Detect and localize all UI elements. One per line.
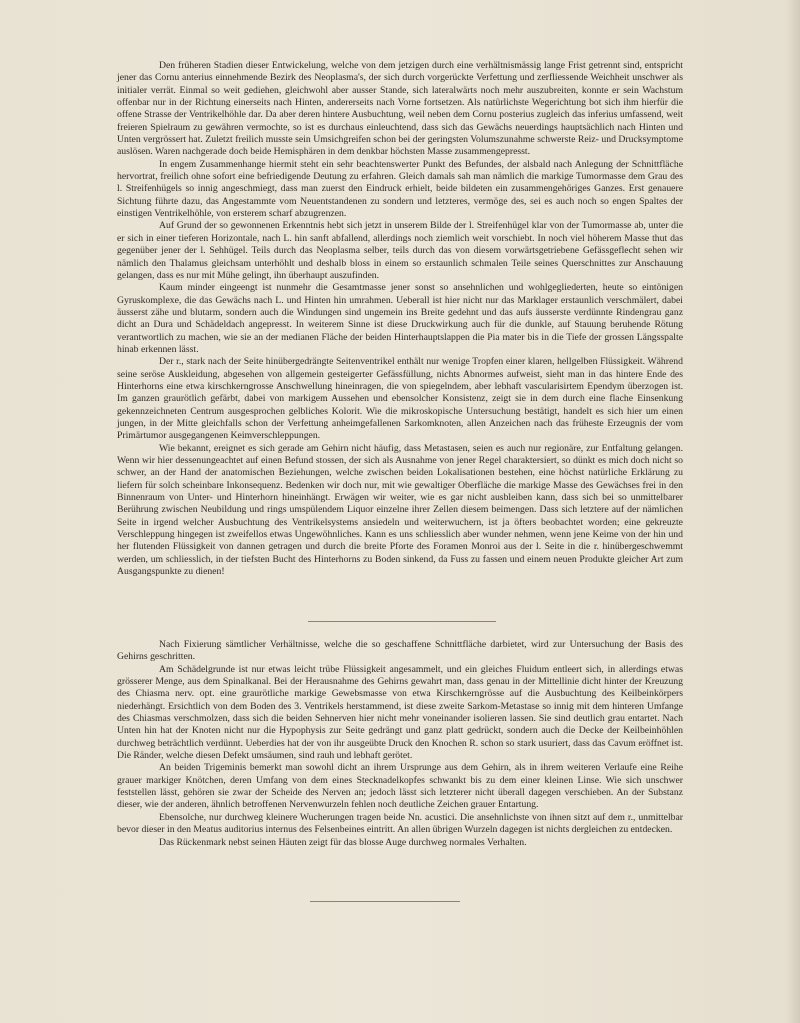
section-divider <box>308 621 496 622</box>
paragraph: Wie bekannt, ereignet es sich gerade am Gehirn nicht häufig, dass Metastasen, seien es auch nur regionäre, zur Entfaltung gelangen. Wenn wir hier dessenungeachtet auf einen Befund stossen, der sich als Ausnahme von jener Regel charaktersiert, so dünkt es mich doch nicht so schwer, an der Hand der anatomischen Beziehungen, welche zwischen beiden Lokalisationen bestehen, eine höchst natürliche Erklärung zu liefern für solch scheinbare Inkonsequenz. Bedenken wir doch nur, mit wie gewaltiger Oberfläche die markige Masse des Gewächses frei in den Binnenraum von Unter- und Hinterhorn hineinhängt. Erwägen wir weiter, wie es gar nicht ausbleiben kann, dass sich bei so unmittelbarer Berührung zwischen Neubildung und rings umspülendem Liquor einzelne ihrer Zellen diesem beimengen. Dass sich letztere auf der nämlichen Seite in irgend welcher Ausbuchtung des Ventrikelsystems ansiedeln und weiterwuchern, ist ja öfters beobachtet worden; eine gekreuzte Verschleppung hingegen ist zweifellos etwas Ungewöhnliches. Kann es uns schliesslich aber wunder nehmen, wenn jene Keime von der hin und her flutenden Flüssigkeit von dannen getragen und durch die breite Pforte des Foramen Monroi aus der l. Seite in die r. hinübergeschwemmt werden, um schliesslich, in der tiefsten Bucht des Hinterhorns zu Boden sinkend, da Fuss zu fassen und einem neuen Produkte gleicher Art zum Ausgangspunkte zu dienen! <box>117 442 683 578</box>
section-2-text <box>117 639 683 849</box>
paragraph: Der r., stark nach der Seite hinübergedrängte Seitenventrikel enthält nur wenige Tropfen einer klaren, hellgelben Flüssigkeit. Während seine seröse Auskleidung, abgesehen von allgemein gesteigerter Gefässfüllung, nichts Abnormes aufweist, sieht man in das hintere Ende des Hinterhorns eine etwa kirschkerngrosse Anschwellung hineinragen, die von spiegelndem, aber lebhaft vascularisirtem Ependym überzogen ist. Im ganzen graurötlich gefärbt, dabei von markigem Aussehen und ebensolcher Konsistenz, zeigt sie in dem durch eine flache Einsenkung gekennzeichneten Centrum ausgesprochen gelbliches Kolorit. Wie die mikroskopische Untersuchung bestätigt, handelt es sich hier um einen jungen, in der Mitte gleichfalls schon der Verfettung anheimgefallenen Sarkomknoten, allen Anzeichen nach das früheste Erzeugnis der vom Primärtumor ausgegangenen Keimverschleppungen. <box>117 356 683 442</box>
paragraph: Am Schädelgrunde ist nur etwas leicht trübe Flüssigkeit angesammelt, und ein gleiches Fluidum entleert sich, in allerdings etwas grösserer Menge, aus dem Spinalkanal. Bei der Herausnahme des Gehirns gewahrt man, dass genau in der Mittellinie dicht hinter der Kreuzung des Chiasma nerv. opt. eine graurötliche markige Gewebsmasse von etwa Kirschkerngrösse auf die Ausbuchtung des Keilbeinkörpers niederhängt. Ersichtlich von dem Boden des 3. Ventrikels herstammend, ist diese zweite Sarkom-Metastase so innig mit dem hinteren Umfange des Chiasmas verschmolzen, dass sich die beiden Sehnerven hier nicht mehr voneinander isolieren lassen. Sie sind deutlich grau entartet. Nach Unten hin hat der Knoten nicht nur die Hypophysis zur Seite gedrängt und ganz platt gedrückt, sondern auch die Decke der Keilbeinhöhlen durchweg beträchtlich verdünnt. Ueberdies hat der von ihr ausgeübte Druck den Knochen R. schon so stark usuriert, dass das Cavum eröffnet ist. Die Ränder, welche diesen Defekt umsäumen, sind rauh und lebhaft gerötet. <box>117 663 683 762</box>
paragraph: Nach Fixierung sämtlicher Verhältnisse, welche die so geschaffene Schnittfläche darbietet, wird zur Untersuchung der Basis des Gehirns geschritten. <box>117 639 683 663</box>
page-edge-shadow <box>786 0 800 1023</box>
paragraph: An beiden Trigeminis bemerkt man sowohl dicht an ihrem Ursprunge aus dem Gehirn, als in ihrem weiteren Verlaufe eine Reihe grauer markiger Knötchen, deren Umfang von dem eines Stecknadelkopfes schwankt bis zu dem einer kleinen Linse. Wie sich unschwer feststellen lässt, gehören sie zwar der Scheide des Nerven an; jedoch lässt sich letzterer nicht überall dagegen verschieben. An der Substanz dieser, wie der anderen, ähnlich betroffenen Nervenwurzeln fehlen noch deutliche Zeichen grauer Entartung. <box>117 762 683 811</box>
paragraph: Auf Grund der so gewonnenen Erkenntnis hebt sich jetzt in unserem Bilde der l. Streifenhügel klar von der Tumormasse ab, unter die er sich in einer tieferen Horizontale, nach L. hin sanft abfallend, allerdings noch ziemlich weit vorschiebt. In noch viel höherem Masse thut das gegenüber jener der l. Sehhügel. Teils durch das Neoplasma selber, teils durch das von diesem vorwärtsgetriebene Gefässgeflecht sehen wir nämlich den Thalamus gleichsam unterhöhlt und deshalb bloss in einem so erstaunlich schmalen Teile seines Querschnittes zur Anschauung gelangen, dass es nur mit Mühe gelingt, ihn überhaupt auszufinden. <box>117 220 683 281</box>
paragraph: Kaum minder eingeengt ist nunmehr die Gesamtmasse jener sonst so ansehnlichen und wohlgegliederten, heute so eintönigen Gyruskomplexe, die das Gewächs nach L. und Hinten hin umrahmen. Ueberall ist hier nicht nur das Marklager erstaunlich verschmälert, dabei äusserst zähe und blutarm, sondern auch die Windungen sind ungemein ins Breite gedehnt und das aufs äusserste verdünnte Rindengrau ganz dicht an Dura und Schädeldach angepresst. In weiterem Sinne ist diese Druckwirkung auch für die dunkle, auf Stauung beruhende Rötung verantwortlich zu machen, wie sie an der medianen Fläche der beiden Hinterhauptslappen die Pia mater bis in die Tiefe der grossen Längsspalte hinab erkennen lässt. <box>117 282 683 355</box>
end-divider <box>310 901 460 902</box>
paragraph: Den früheren Stadien dieser Entwickelung, welche von dem jetzigen durch eine verhältnismässig lange Frist getrennt sind, entspricht jener das Cornu anterius einnehmende Bezirk des Neoplasma's, der sich durch vorgerückte Verfettung und zerfliessende Weichheit unschwer als initialer verrät. Einmal so weit gediehen, gleichwohl aber ausser Stande, sich lateralwärts noch mehr auszubreiten, konnte er sein Wachstum offenbar nur in der Richtung einerseits nach Hinten, andererseits nach Vorne fortsetzen. Als natürlichste Wegerichtung bot sich ihm hierfür die offene Strasse der Ventrikelhöhle dar. Da aber deren hintere Ausbuchtung, weil neben dem Cornu posterius zugleich das inferius umfassend, weit freieren Spielraum zu gewähren vermochte, so ist es durchaus einleuchtend, dass sich das Gewächs neuerdings hauptsächlich nach Hinten und Unten vergrössert hat. Zuletzt freilich musste sein Umsichgreifen schon bei der geringsten Volumszunahme schwerste Reiz- und Drucksymptome auslösen. Waren nachgerade doch beide Hemisphären in dem denkbar höchsten Masse zusammengepresst. <box>117 60 683 158</box>
section-1-text <box>117 60 683 578</box>
paragraph: Das Rückenmark nebst seinen Häuten zeigt für das blosse Auge durchweg normales Verhalten. <box>159 836 527 848</box>
paragraph: In engem Zusammenhange hiermit steht ein sehr beachtenswerter Punkt des Befundes, der alsbald nach Anlegung der Schnittfläche hervortrat, freilich ohne sofort eine befriedigende Deutung zu erfahren. Gleich damals sah man nämlich die markige Tumormasse dem Grau des l. Streifenhügels so innig angeschmiegt, dass man zuerst den Eindruck erhielt, beide bildeten ein zusammengehöriges Ganzes. Erst genauere Sichtung führte dazu, das Angestammte vom Neuentstandenen zu sondern und letzteres, vermöge des, sei es auch noch so engen Spaltes der einstigen Ventrikelhöhle, von ersterem scharf abzugrenzen. <box>117 158 683 220</box>
paragraph: Ebensolche, nur durchweg kleinere Wucherungen tragen beide Nn. acustici. Die ansehnlichste von ihnen sitzt auf dem r., unmittelbar bevor dieser in den Meatus auditorius internus des Felsenbeines eintritt. An allen übrigen Wurzeln dagegen ist nichts dergleichen zu entdecken. <box>117 811 683 836</box>
